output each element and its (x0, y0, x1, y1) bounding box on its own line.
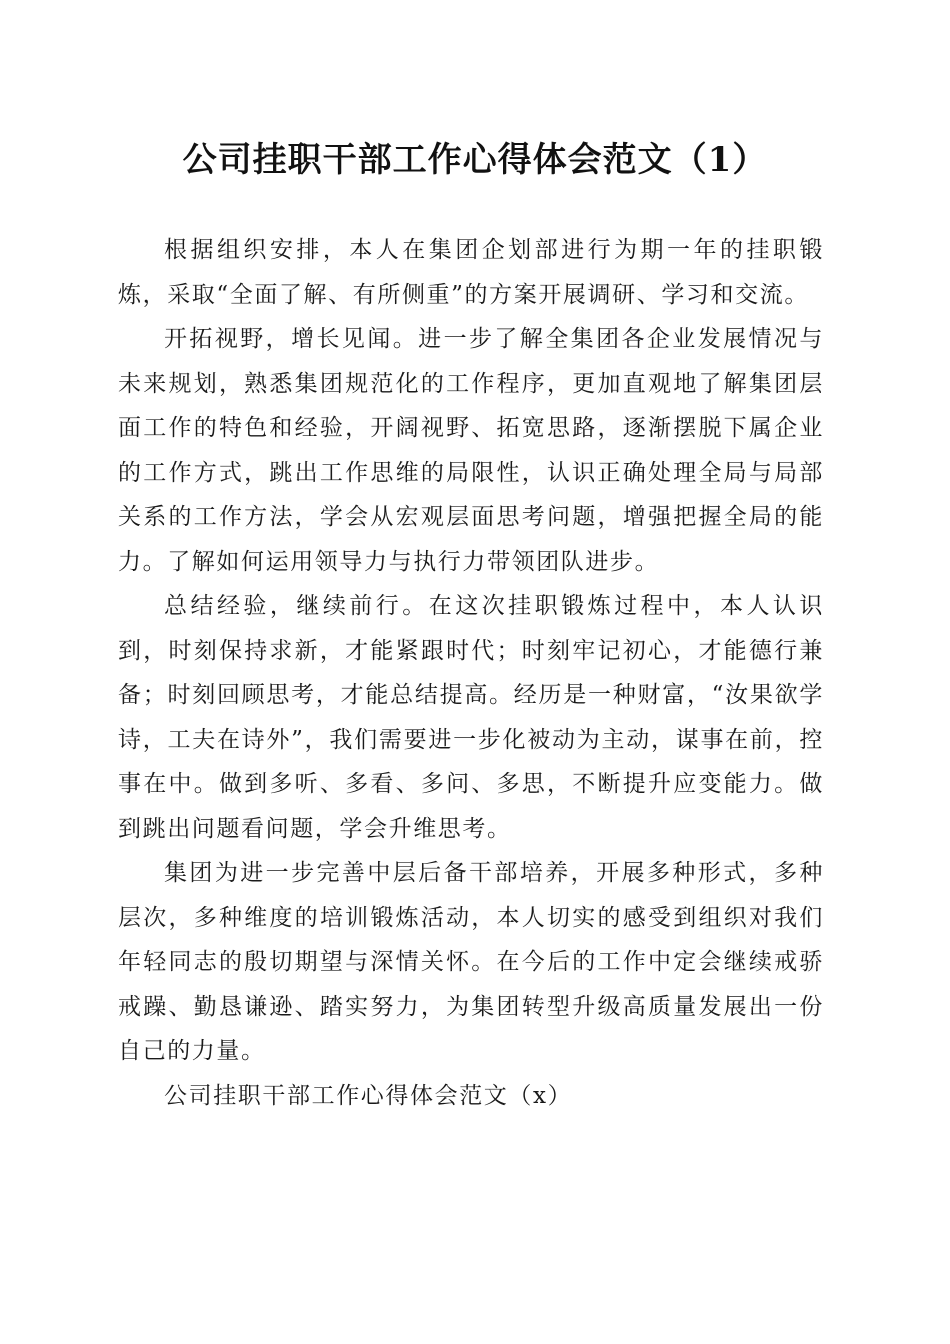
paragraph-summarize-experience: 总结经验，继续前行。在这次挂职锻炼过程中，本人认识到，时刻保持求新，才能紧跟时代；时刻牢记初心，才能德行兼备；时刻回顾思考，才能总结提高。经历是一种财富，“汝果欲学诗，工夫在诗外”，我们需要进一步化被动为主动，谋事在前，控事在中。做到多听、多看、多问、多思，不断提升应变能力。做到跳出问题看问题，学会升维思考。 (118, 593, 824, 842)
paragraph-next-title: 公司挂职干部工作心得体会范文（x） (164, 1082, 573, 1109)
paragraph-broaden-horizons: 开拓视野，增长见闻。进一步了解全集团各企业发展情况与未来规划，熟悉集团规范化的工作程序，更加直观地了解集团层面工作的特色和经验，开阔视野、拓宽思路，逐渐摆脱下属企业的工作方式，跳出工作思维的局限性，认识正确处理全局与局部关系的工作方法，学会从宏观层面思考问题，增强把握全局的能力。了解如何运用领导力与执行力带领团队进步。 (118, 326, 824, 575)
paragraph-intro: 根据组织安排，本人在集团企划部进行为期一年的挂职锻炼，采取“全面了解、有所侧重”的方案开展调研、学习和交流。 (118, 237, 824, 308)
document-body (118, 228, 824, 1118)
paragraph-group-training: 集团为进一步完善中层后备干部培养，开展多种形式，多种层次，多种维度的培训锻炼活动，本人切实的感受到组织对我们年轻同志的殷切期望与深情关怀。在今后的工作中定会继续戒骄戒躁、勤恳谦逊、踏实努力，为集团转型升级高质量发展出一份自己的力量。 (118, 860, 824, 1064)
page-title: 公司挂职干部工作心得体会范文（1） (182, 140, 768, 180)
